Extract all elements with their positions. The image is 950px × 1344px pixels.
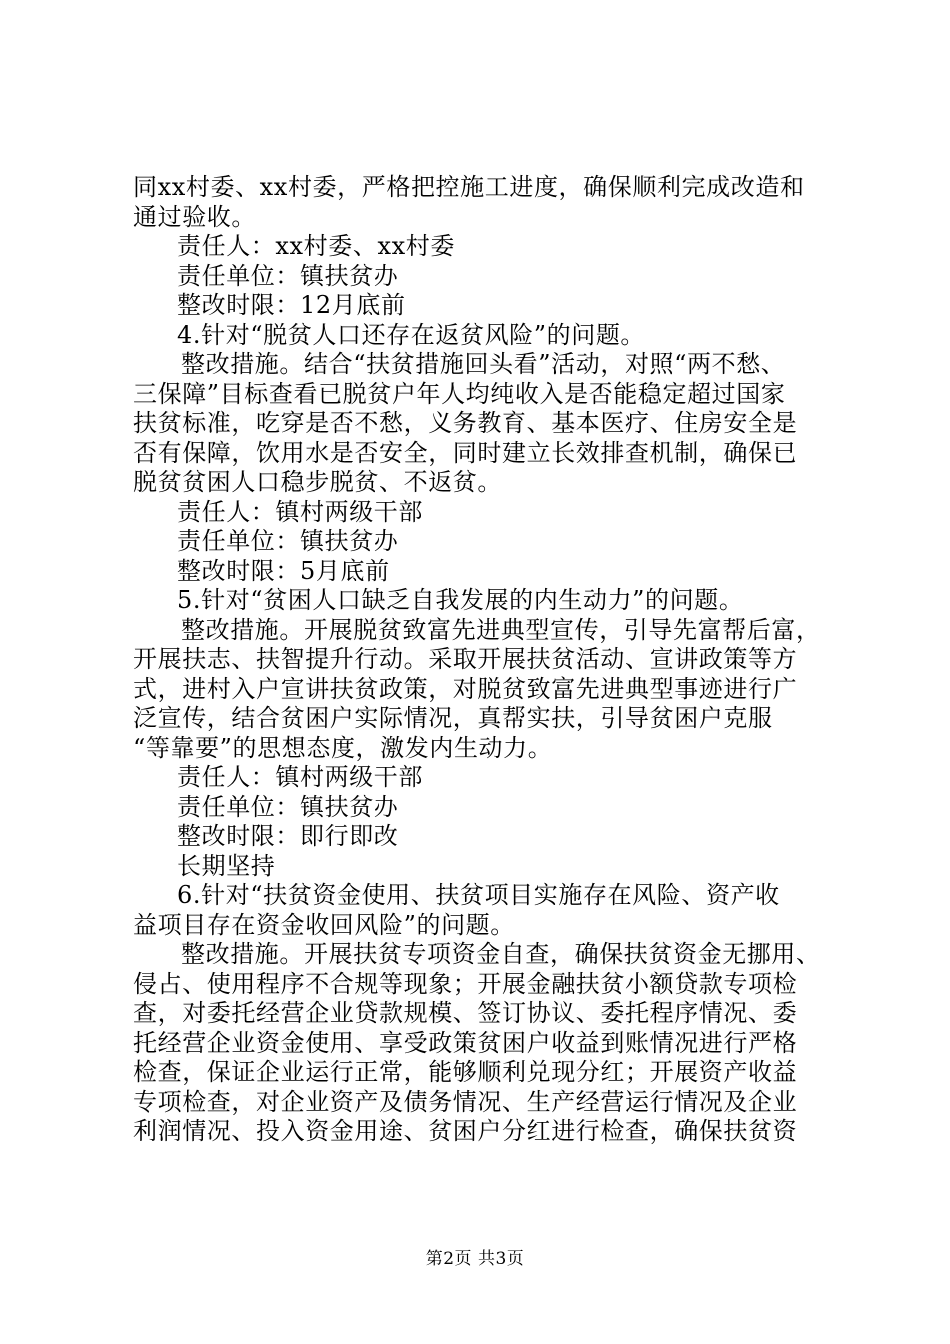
document-body [133,173,833,1147]
text-line: 整改时限：12月底前 [177,291,406,319]
text-line: 益项目存在资金收回风险”的问题。 [133,910,515,939]
text-line: 责任单位：镇扶贫办 [177,792,399,821]
section-heading: 5.针对“贫困人口缺乏自我发展的内生动力”的问题。 [177,586,744,614]
text-line: 整改时限：即行即改 [177,822,399,850]
text-line: 整改时限：5月底前 [177,556,390,585]
text-line: 责任单位：镇扶贫办 [177,261,399,290]
text-line: 责任单位：镇扶贫办 [177,527,399,555]
text-line: 利润情况、投入资金用途、贫困户分红进行检查，确保扶贫资 [133,1117,798,1145]
text-line: 三保障”目标查看已脱贫户年人均纯收入是否能稳定超过国家 [133,379,786,408]
section-heading: 6.针对“扶贫资金使用、扶贫项目实施存在风险、资产收 [177,881,780,909]
text-line: 泛宣传，结合贫困户实际情况，真帮实扶，引导贫困户克服 [133,704,773,732]
page-number-footer: 第2页 共3页 [425,1249,525,1269]
text-line: 查，对委托经营企业贷款规模、签订协议、委托程序情况、委 [133,999,798,1027]
text-line: “等靠要”的思想态度，激发内生动力。 [133,733,553,762]
text-line: 托经营企业资金使用、享受政策贫困户收益到账情况进行严格 [133,1028,798,1057]
text-line: 整改措施。结合“扶贫措施回头看”活动，对照“两不愁、 [181,350,786,378]
text-line: 同xx村委、xx村委，严格把控施工进度，确保顺利完成改造和 [133,173,805,201]
text-line: 式，进村入户宣讲扶贫政策，对脱贫致富先进典型事迹进行广 [133,674,798,703]
text-line: 责任人：xx村委、xx村委 [177,232,455,260]
text-line: 扶贫标准，吃穿是否不愁，义务教育、基本医疗、住房安全是 [133,409,798,437]
text-line: 长期坚持 [177,851,276,880]
text-line: 检查，保证企业运行正常，能够顺利兑现分红；开展资产收益 [133,1058,798,1086]
text-line: 责任人：镇村两级干部 [177,497,423,526]
text-line: 责任人：镇村两级干部 [177,763,423,791]
text-line: 开展扶志、扶智提升行动。采取开展扶贫活动、宣讲政策等方 [133,645,798,673]
text-line: 整改措施。开展扶贫专项资金自查，确保扶贫资金无挪用、 [181,940,821,968]
text-line: 整改措施。开展脱贫致富先进典型宣传，引导先富帮后富， [181,615,821,644]
text-line: 通过验收。 [133,202,256,231]
section-heading: 4.针对“脱贫人口还存在返贫风险”的问题。 [177,320,646,349]
text-line: 侵占、使用程序不合规等现象；开展金融扶贫小额贷款专项检 [133,969,798,998]
text-line: 脱贫贫困人口稳步脱贫、不返贫。 [133,468,502,496]
text-line: 否有保障，饮用水是否安全，同时建立长效排查机制，确保已 [133,438,798,467]
text-line: 专项检查，对企业资产及债务情况、生产经营运行情况及企业 [133,1087,798,1116]
